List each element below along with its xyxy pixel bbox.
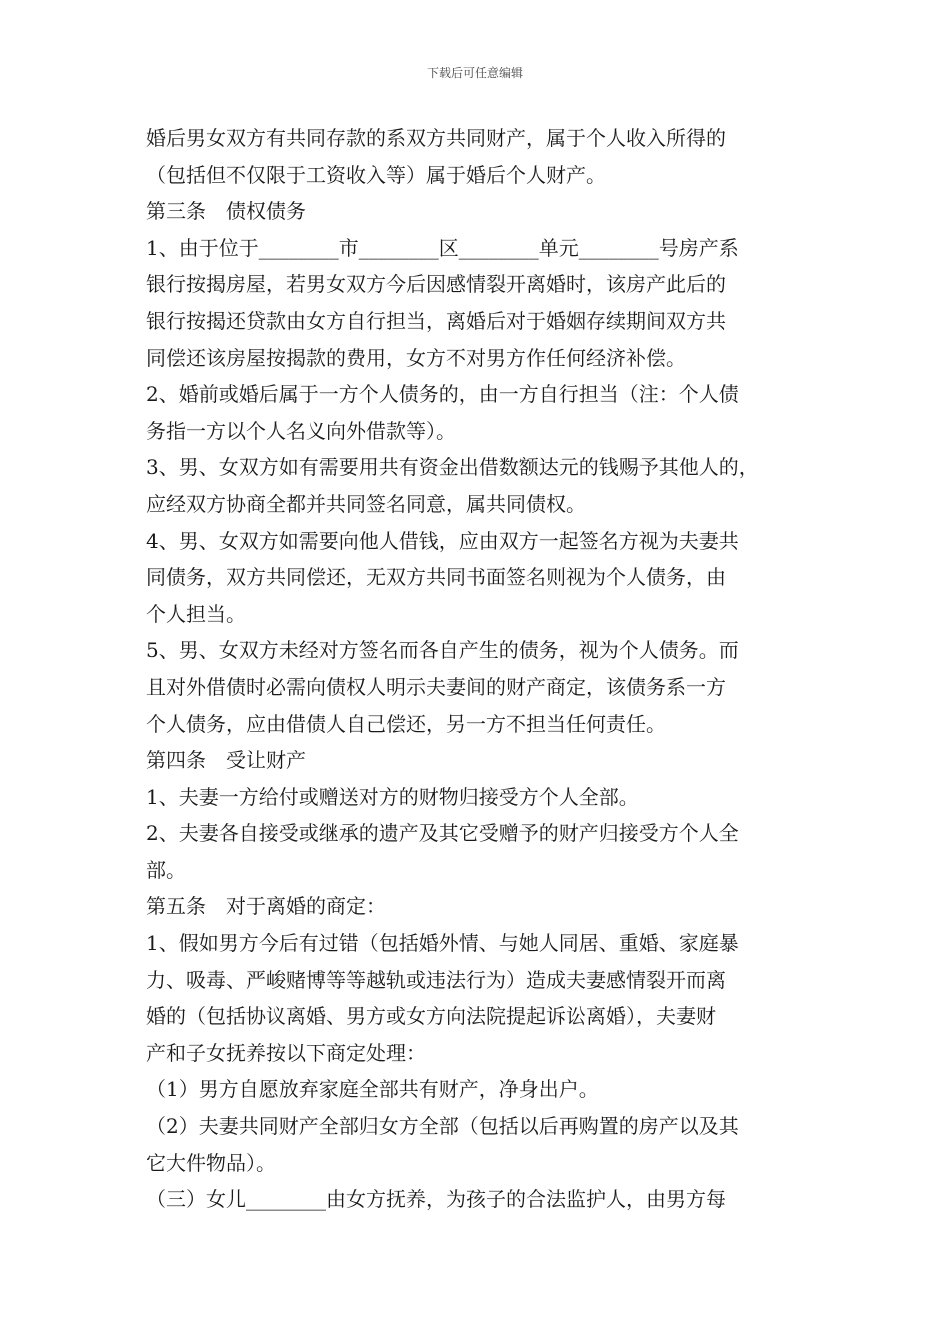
text-line-content: 银行按揭房屋，若男女双方今后因感情裂开离婚时，该房产此后的 <box>146 272 726 297</box>
text-line-content: 同偿还该房屋按揭款的费用，女方不对男方作任何经济补偿。 <box>146 345 686 370</box>
text-line <box>146 632 826 669</box>
text-line <box>146 559 826 596</box>
text-line-content: （2）夫妻共同财产全部归女方全部（包括以后再购置的房产以及其 <box>146 1114 739 1139</box>
text-line <box>146 998 826 1035</box>
text-line <box>146 779 826 816</box>
text-line-content: 婚的（包括协议离婚、男方或女方向法院提起诉讼离婚），夫妻财 <box>146 1004 716 1029</box>
text-line <box>146 193 826 230</box>
text-line-content: 4、男、女双方如需要向他人借钱，应由双方一起签名方视为夫妻共 <box>146 528 739 553</box>
text-line <box>146 742 826 779</box>
text-line-content: 第四条 受让财产 <box>146 748 306 773</box>
text-line-content: 2、夫妻各自接受或继承的遗产及其它受赠予的财产归接受方个人全 <box>146 821 739 846</box>
page-header: 下载后可任意编辑 <box>426 66 523 80</box>
text-line-content: 3、男、女双方如有需要用共有资金出借数额达元的钱赐予其他人的， <box>146 455 759 480</box>
text-line-content: 且对外借债时必需向债权人明示夫妻间的财产商定，该债务系一方 <box>146 674 726 699</box>
text-line <box>146 815 826 852</box>
text-line-content: 婚后男女双方有共同存款的系双方共同财产，属于个人收入所得的 <box>146 126 726 150</box>
text-line-content: （包括但不仅限于工资收入等）属于婚后个人财产。 <box>146 162 606 187</box>
text-line <box>146 157 826 194</box>
text-line <box>146 230 826 267</box>
text-line <box>146 1071 826 1108</box>
text-line-content: 2、婚前或婚后属于一方个人债务的，由一方自行担当（注：个人债 <box>146 382 739 407</box>
text-line-content: 第五条 对于离婚的商定： <box>146 894 386 919</box>
text-line-content: 5、男、女双方未经对方签名而各自产生的债务，视为个人债务。而 <box>146 638 739 663</box>
text-line <box>146 1035 826 1072</box>
text-line-content: 1、夫妻一方给付或赠送对方的财物归接受方个人全部。 <box>146 784 639 809</box>
text-line <box>146 1181 826 1218</box>
text-line <box>146 303 826 340</box>
text-line <box>146 925 826 962</box>
text-line-content: 产和子女抚养按以下商定处理： <box>146 1040 426 1065</box>
text-line <box>146 1108 826 1145</box>
text-line <box>146 376 826 413</box>
text-line <box>146 340 826 377</box>
text-line-content: 力、吸毒、严峻赌博等等越轨或违法行为）造成夫妻感情裂开而离 <box>146 967 726 992</box>
text-line <box>146 413 826 450</box>
text-line-content: 个人债务，应由借债人自己偿还，另一方不担当任何责任。 <box>146 711 666 736</box>
text-line-content: 部。 <box>146 857 186 882</box>
text-line-content: 应经双方协商全都并共同签名同意，属共同债权。 <box>146 491 586 516</box>
text-line-content: 银行按揭还贷款由女方自行担当，离婚后对于婚姻存续期间双方共 <box>146 308 726 333</box>
text-line-content: 同债务，双方共同偿还，无双方共同书面签名则视为个人债务，由 <box>146 565 726 590</box>
text-line-content: 第三条 债权债务 <box>146 199 306 224</box>
text-line <box>146 120 826 157</box>
text-line <box>146 596 826 633</box>
text-line-content: （三）女儿________由女方抚养，为孩子的合法监护人，由男方每 <box>146 1187 726 1212</box>
text-line <box>146 449 826 486</box>
text-line <box>146 523 826 560</box>
text-line-content: 1、由于位于________市________区________单元________号房产系 <box>146 235 739 260</box>
text-line <box>146 669 826 706</box>
text-line-content: 它大件物品）。 <box>146 1150 276 1175</box>
text-line-content: 个人担当。 <box>146 601 246 626</box>
text-line <box>146 888 826 925</box>
text-line <box>146 962 826 999</box>
text-line-content: 务指一方以个人名义向外借款等）。 <box>146 418 456 443</box>
text-line <box>146 266 826 303</box>
text-line <box>146 706 826 743</box>
text-line <box>146 852 826 889</box>
text-line <box>146 1145 826 1182</box>
document-body <box>146 120 826 1218</box>
text-line-content: （1）男方自愿放弃家庭全部共有财产，净身出户。 <box>146 1077 599 1102</box>
text-line <box>146 486 826 523</box>
text-line-content: 1、假如男方今后有过错（包括婚外情、与她人同居、重婚、家庭暴 <box>146 931 739 956</box>
